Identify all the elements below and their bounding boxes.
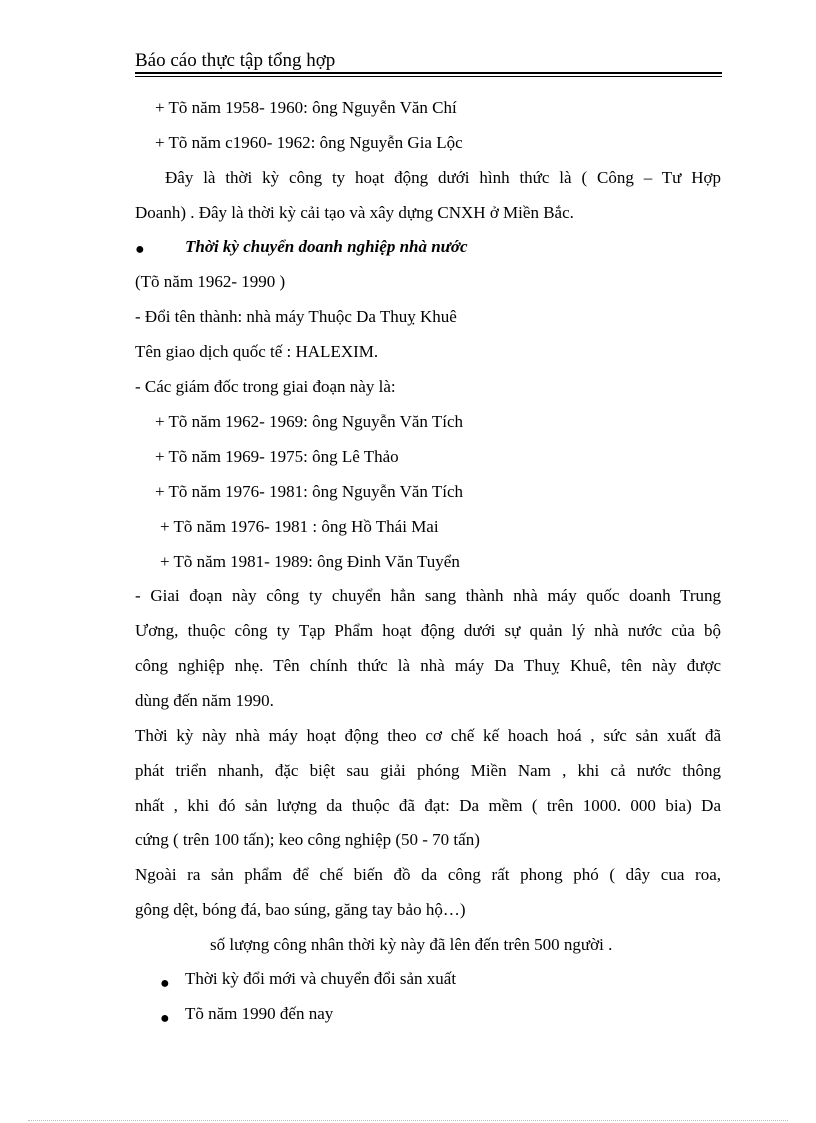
director-line-1960: + Tõ năm c1960- 1962: ông Nguyễn Gia Lộc bbox=[155, 133, 463, 152]
paragraph-1-line-2: Doanh) . Đây là thời kỳ cải tạo và xây dựng CNXH ở Miền Bắc. bbox=[135, 203, 574, 222]
paragraph-3-line-1: Thời kỳ này nhà máy hoạt động theo cơ chế kế hoach hoá , sức sản xuất đã bbox=[135, 726, 721, 745]
paragraph-2-line-3: công nghiệp nhẹ. Tên chính thức là nhà máy Da Thuỵ Khuê, tên này được bbox=[135, 656, 721, 675]
section-heading-state-enterprise: Thời kỳ chuyển doanh nghiệp nhà nước bbox=[185, 237, 468, 256]
paragraph-3-line-3: nhất , khi đó sản lượng da thuộc đã đạt: Da mềm ( trên 1000. 000 bia) Da bbox=[135, 796, 721, 815]
paragraph-3-line-4: cứng ( trên 100 tấn); keo công nghiệp (50 - 70 tấn) bbox=[135, 830, 480, 849]
paragraph-2-line-1: - Giai đoạn này công ty chuyển hẳn sang thành nhà máy quốc doanh Trung bbox=[135, 586, 721, 605]
paragraph-2-line-4: dùng đến năm 1990. bbox=[135, 691, 274, 710]
bullet-item-1990: Tõ năm 1990 đến nay bbox=[185, 1004, 334, 1023]
paragraph-4-line-1: Ngoài ra sản phẩm để chế biến đồ da công rất phong phó ( dây cua roa, bbox=[135, 865, 721, 884]
director-line-1958: + Tõ năm 1958- 1960: ông Nguyễn Văn Chí bbox=[155, 98, 457, 117]
bullet-item-renovation: Thời kỳ đổi mới và chuyển đổi sản xuất bbox=[185, 969, 457, 988]
directors-intro-line: - Các giám đốc trong giai đoạn này là: bbox=[135, 377, 396, 396]
worker-count-line: số lượng công nhân thời kỳ này đã lên đến trên 500 người . bbox=[210, 935, 613, 954]
trade-name-line: Tên giao dịch quốc tế : HALEXIM. bbox=[135, 342, 379, 361]
director-line-1981: + Tõ năm 1981- 1989: ông Đinh Văn Tuyển bbox=[160, 552, 460, 571]
rename-line: - Đổi tên thành: nhà máy Thuộc Da Thuỵ Khuê bbox=[135, 307, 457, 326]
header-rule-thick bbox=[135, 72, 722, 74]
header-title: Báo cáo thực tập tổng hợp bbox=[135, 50, 336, 71]
bullet-icon: ● bbox=[160, 975, 170, 992]
paragraph-1-line-1: Đây là thời kỳ công ty hoạt động dưới hình thức là ( Công – Tư Hợp bbox=[165, 168, 721, 187]
paragraph-2-line-2: Ương, thuộc công ty Tạp Phẩm hoạt động dưới sự quản lý nhà nước của bộ bbox=[135, 621, 721, 640]
bullet-icon: ● bbox=[135, 241, 145, 258]
footer-divider bbox=[28, 1120, 788, 1121]
paragraph-3-line-2: phát triển nhanh, đặc biệt sau giải phóng Miền Nam , khi cả nước thông bbox=[135, 761, 721, 780]
period-line: (Tõ năm 1962- 1990 ) bbox=[135, 272, 286, 291]
bullet-icon: ● bbox=[160, 1010, 170, 1027]
page-header bbox=[135, 50, 722, 72]
director-line-1976-b: + Tõ năm 1976- 1981 : ông Hồ Thái Mai bbox=[160, 517, 439, 536]
director-line-1976-a: + Tõ năm 1976- 1981: ông Nguyễn Văn Tích bbox=[155, 482, 464, 501]
header-rule-thin bbox=[135, 76, 722, 77]
paragraph-4-line-2: gông dệt, bóng đá, bao súng, găng tay bảo hộ…) bbox=[135, 900, 466, 919]
director-line-1962: + Tõ năm 1962- 1969: ông Nguyễn Văn Tích bbox=[155, 412, 464, 431]
director-line-1969: + Tõ năm 1969- 1975: ông Lê Thảo bbox=[155, 447, 399, 466]
